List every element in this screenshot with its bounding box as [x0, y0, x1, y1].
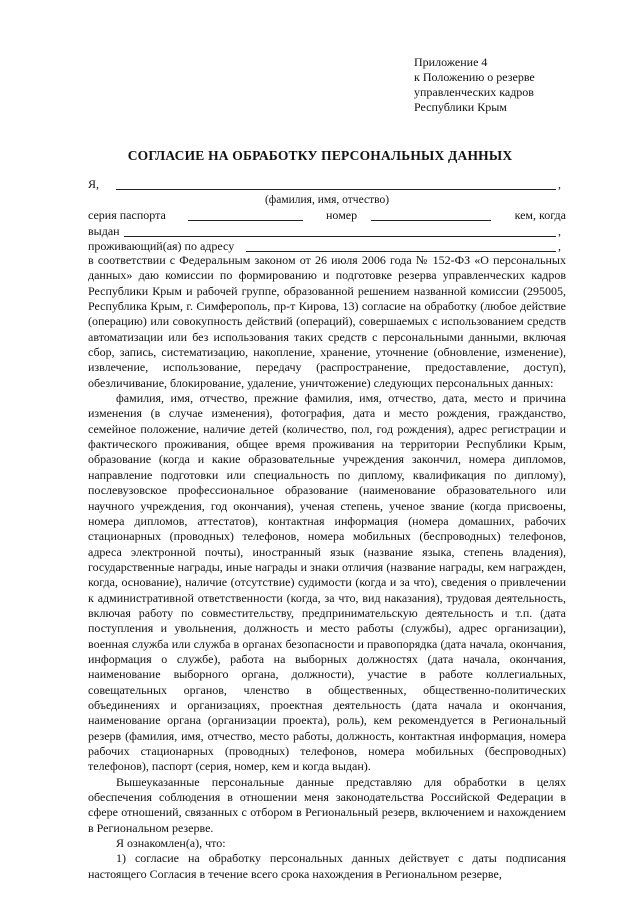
appendix-line-3: управленческих кадров [414, 85, 534, 99]
fio-caption-text: (фамилия, имя, отчество) [264, 194, 390, 206]
appendix-line-1: Приложение 4 [414, 55, 488, 69]
consent-body [88, 253, 566, 882]
fio-caption [88, 192, 566, 208]
issued-field-line[interactable] [124, 226, 556, 237]
series-label: серия паспорта [88, 208, 166, 222]
appendix-line-4: Республики Крым [414, 100, 507, 114]
fio-comma: , [558, 177, 561, 191]
paragraph-item-1: 1) согласие на обработку персональных данных действует с даты подписания настоящего Согласия в течение всего срока нахождения в Региональном резерве, [88, 851, 566, 881]
fio-row [88, 176, 566, 192]
address-label: проживающий(ая) по адресу [88, 239, 235, 253]
issued-row [88, 223, 566, 239]
paragraph-purpose: Вышеуказанные персональные данные представляю для обработки в целях обеспечения соблюдения в отношении меня законодательства Российской Федерации в сфере отношений, связанных с отбором в Региональный резерв, включением и нахождением в Региональном резерве. [88, 774, 566, 835]
address-comma: , [558, 239, 561, 253]
number-field-line[interactable] [371, 210, 491, 221]
paragraph-acknowledged: Я ознакомлен(а), что: [116, 836, 226, 851]
fio-field-line[interactable] [116, 179, 556, 190]
appendix-line-2: к Положению о резерве [414, 70, 535, 84]
paragraph-data-list: фамилия, имя, отчество, прежние фамилия, имя, отчество, дата, место и причина изменения (в случае изменения), фотография, дата и место рождения, гражданство, семейное положение, наличие детей (количество, пол, год рождения), адрес регистрации и фактического проживания, общее время проживания на территории Республики Крым, образование (когда и какие образовательные учреждения закончил, номера дипломов, направление подготовки или специальность по диплому, квалификация по диплому), послевузовское профессиональное образование (наименование образовательного или научного учреждения, год окончания), ученая степень, ученое звание (когда присвоены, номера дипломов, аттестатов), контактная информация (номера домашних, рабочих стационарных (проводных) телефонов, номера мобильных (беспроводных) телефонов, адреса электронной почты), иностранный язык (название языка, степень владения), государственные награды, иные награды и знаки отличия (название награды, кем награжден, когда, основание), наличие (отсутствие) судимости (когда и за что), сведения о привлечении к административной ответственности (когда, за что, вид наказания), трудовая деятельность, включая работу по совместительству, предпринимательскую деятельность и т.п. (дата поступления и увольнения, должность и место работы (службы), адрес организации), военная служба или служба в органах безопасности и правопорядка (дата начала, окончания, информация о службе), работа на выборных должностях (дата начала, окончания, наименование выборного органа, должности), участие в работе коллегиальных, совещательных органов, членство в общественных, общественно-политических объединениях и организациях, проектная деятельность (дата начала и окончания, наименование органа (организации проекта), роль), кем рекомендуется в Региональный резерв (фамилия, имя, отчество, место работы, должность, контактная информация, номера рабочих стационарных (проводных) телефонов, номера мобильных (беспроводных) телефонов), паспорт (серия, номер, кем и когда выдан). [88, 391, 566, 774]
issued-comma: , [558, 224, 561, 238]
series-field-line[interactable] [188, 210, 303, 221]
who-when-label: кем, когда [514, 208, 566, 222]
number-label: номер [326, 208, 358, 222]
issued-label: выдан [88, 224, 120, 238]
address-row [88, 238, 566, 254]
appendix-header [414, 55, 535, 115]
paragraph-consent-basis: в соответствии с Федеральным законом от 26 июля 2006 года № 152-ФЗ «О персональных данных» даю комиссии по формированию и подготовке резерва управленческих кадров Республики Крым и рабочей группе, образованной решением названной комиссии (295005, Республика Крым, г. Симферополь, пр-т Кирова, 13) согласие на обработку (любое действие (операцию) или совокупность действий (операций), совершаемых с использованием средств автоматизации или без использования таких средств с персональными данными, включая сбор, запись, систематизацию, накопление, хранение, уточнение (обновление, изменение), извлечение, использование, передачу (распространение, предоставление, доступ), обезличивание, блокирование, удаление, уничтожение) следующих персональных данных: [88, 253, 566, 390]
address-field-line[interactable] [246, 241, 556, 252]
document-title: СОГЛАСИЕ НА ОБРАБОТКУ ПЕРСОНАЛЬНЫХ ДАННЫХ [127, 148, 513, 163]
i-label: Я, [88, 177, 100, 191]
